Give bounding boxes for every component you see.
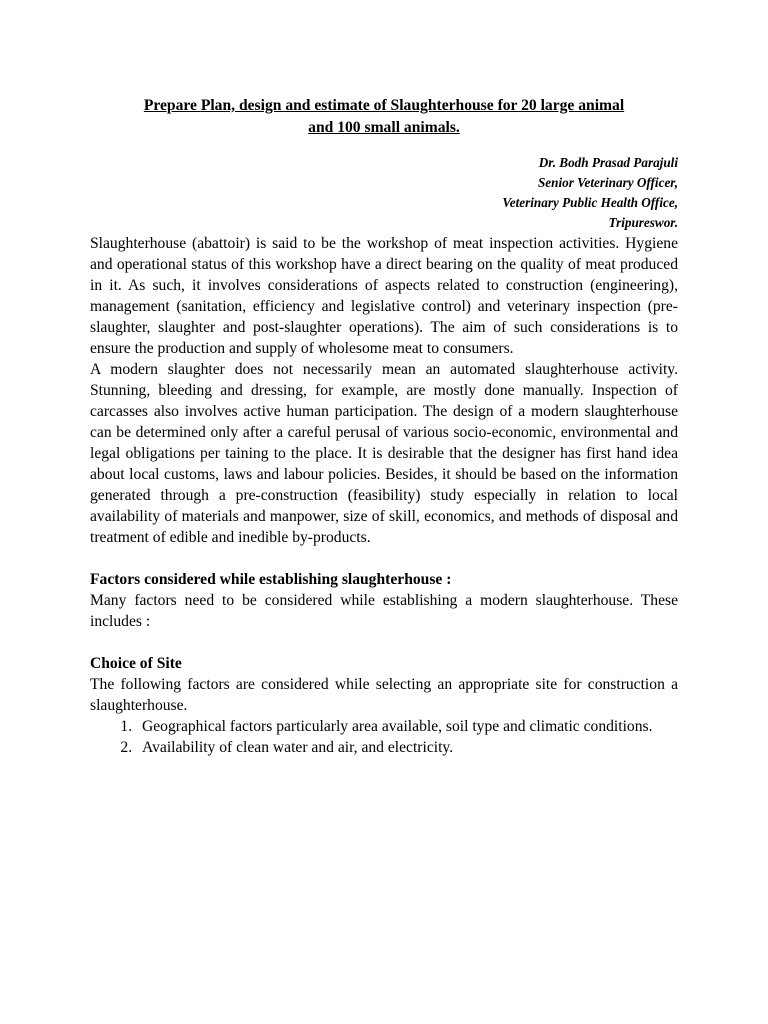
author-block: [90, 153, 678, 233]
factors-intro: Many factors need to be considered while establishing a modern slaughterhouse. These includes :: [90, 592, 678, 630]
list-item: 1. Geographical factors particularly area available, soil type and climatic conditions.: [136, 716, 678, 737]
author-position: Senior Veterinary Officer,: [537, 175, 678, 190]
author-name: Dr. Bodh Prasad Parajuli: [538, 155, 678, 170]
list-item: 2. Availability of clean water and air, and electricity.: [136, 737, 678, 758]
factors-heading: Factors considered while establishing slaughterhouse :: [90, 571, 452, 588]
intro-paragraph: Slaughterhouse (abattoir) is said to be the workshop of meat inspection activities. Hygiene and operational status of this workshop have a direct bearing on the quality of meat produced in it. As such, it involves considerations of aspects related to construction (engineering), management (sanitation, efficiency and legislative control) and veterinary inspection (pre-slaughter, slaughter and post-slaughter operations). The aim of such considerations is to ensure the production and supply of wholesome meat to consumers.: [90, 235, 678, 357]
site-intro: The following factors are considered while selecting an appropriate site for construction a slaughterhouse.: [90, 676, 678, 714]
title-line-2: and 100 small animals.: [308, 119, 460, 136]
author-office: Veterinary Public Health Office,: [502, 195, 678, 210]
modern-slaughter-paragraph: A modern slaughter does not necessarily mean an automated slaughterhouse activity. Stunning, bleeding and dressing, for example, are mostly done manually. Inspection of carcasses also involves active human participation. The design of a modern slaughterhouse can be determined only after a careful perusal of various socio-economic, environmental and legal obligations per taining to the place. It is desirable that the designer has first hand idea about local customs, laws and labour policies. Besides, it should be based on the information generated through a pre-construction (feasibility) study especially in relation to local availability of materials and manpower, size of skill, economics, and methods of disposal and treatment of edible and inedible by-products.: [90, 361, 678, 546]
document-content: [90, 95, 678, 758]
site-heading: Choice of Site: [90, 655, 182, 672]
site-factors-list: [90, 716, 678, 758]
author-location: Tripureswor.: [608, 215, 678, 230]
title-line-1: Prepare Plan, design and estimate of Slaughterhouse for 20 large animal: [143, 97, 625, 114]
document-title: [90, 95, 678, 139]
